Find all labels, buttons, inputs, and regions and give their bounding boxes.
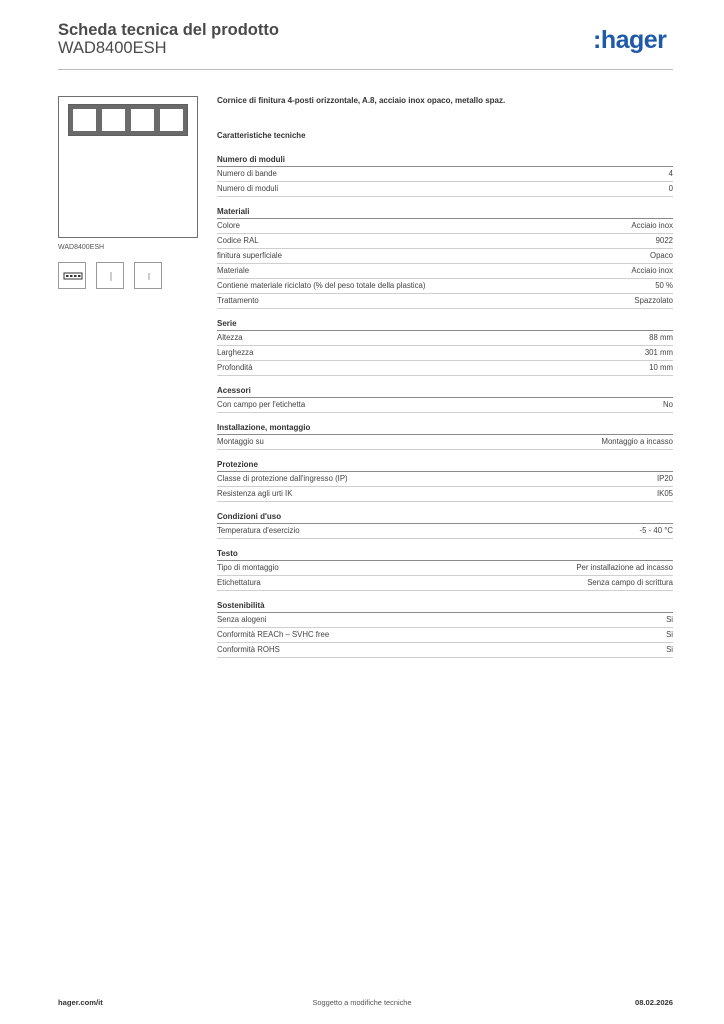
spec-row: [217, 628, 673, 643]
spec-section: [217, 384, 673, 413]
spec-label: Montaggio su: [217, 437, 264, 446]
spec-label: Conformità ROHS: [217, 645, 280, 654]
spec-row: [217, 346, 673, 361]
spec-row: [217, 279, 673, 294]
profile-view-icon[interactable]: [134, 262, 162, 289]
section-title: Testo: [217, 547, 673, 561]
spec-section: [217, 547, 673, 591]
frame-4-gang-icon[interactable]: [58, 262, 86, 289]
svg-text::hager: :hager: [593, 26, 667, 54]
spec-row: [217, 182, 673, 197]
spec-label: Altezza: [217, 333, 243, 342]
spec-row: [217, 167, 673, 182]
spec-row: [217, 398, 673, 413]
spec-value: Acciaio inox: [631, 266, 673, 275]
spec-value: IK05: [656, 489, 673, 498]
spec-label: Trattamento: [217, 296, 259, 305]
spec-row: [217, 613, 673, 628]
spec-value: No: [663, 400, 673, 409]
spec-label: Etichettatura: [217, 578, 261, 587]
section-title: Materiali: [217, 205, 673, 219]
spec-row: [217, 576, 673, 591]
product-image: [68, 104, 188, 136]
footer-date: 08.02.2026: [634, 998, 673, 1007]
spec-section: [217, 458, 673, 502]
spec-label: Classe di protezione dall'ingresso (IP): [217, 474, 348, 483]
spec-row: [217, 234, 673, 249]
section-title: Numero di moduli: [217, 153, 673, 167]
page-title: Scheda tecnica del prodotto: [58, 21, 279, 39]
section-title: Condizioni d'uso: [217, 510, 673, 524]
spec-table: [217, 153, 673, 666]
spec-section: [217, 317, 673, 376]
spec-value: Spazzolato: [634, 296, 673, 305]
spec-label: Larghezza: [217, 348, 254, 357]
spec-row: [217, 472, 673, 487]
spec-section: [217, 205, 673, 309]
spec-row: [217, 361, 673, 376]
product-code: WAD8400ESH: [58, 39, 167, 57]
spec-row: [217, 264, 673, 279]
spec-row: [217, 561, 673, 576]
product-description: Cornice di finitura 4-posti orizzontale, A.8, acciaio inox opaco, metallo spaz.: [217, 96, 506, 105]
spec-value: Opaco: [650, 251, 673, 260]
spec-label: Con campo per l'etichetta: [217, 400, 306, 409]
spec-value: Per installazione ad incasso: [576, 563, 673, 572]
spec-value: Si: [666, 645, 673, 654]
header-divider: [58, 69, 673, 70]
spec-value: 10 mm: [649, 363, 673, 372]
spec-value: 0: [668, 184, 673, 193]
section-title: Serie: [217, 317, 673, 331]
spec-row: [217, 487, 673, 502]
spec-value: 4: [668, 169, 673, 178]
spec-label: Colore: [217, 221, 240, 230]
spec-label: Contiene materiale riciclato (% del peso totale della plastica): [217, 281, 426, 290]
spec-label: Materiale: [217, 266, 250, 275]
spec-label: Conformità REACh – SVHC free: [217, 630, 330, 639]
spec-value: 88 mm: [649, 333, 673, 342]
tech-characteristics-heading: Caratteristiche tecniche: [217, 131, 306, 140]
spec-row: [217, 219, 673, 234]
section-title: Acessori: [217, 384, 673, 398]
spec-label: Tipo di montaggio: [217, 563, 279, 572]
spec-value: Si: [666, 615, 673, 624]
spec-value: 9022: [655, 236, 673, 245]
side-view-icon[interactable]: [96, 262, 124, 289]
spec-row: [217, 643, 673, 658]
spec-label: Senza alogeni: [217, 615, 267, 624]
spec-label: Temperatura d'esercizio: [217, 526, 300, 535]
spec-section: [217, 153, 673, 197]
spec-section: [217, 421, 673, 450]
spec-label: Codice RAL: [217, 236, 259, 245]
image-caption: WAD8400ESH: [58, 244, 105, 251]
spec-value: Si: [666, 630, 673, 639]
spec-value: Acciaio inox: [631, 221, 673, 230]
spec-value: Montaggio a incasso: [601, 437, 673, 446]
footer-disclaimer: Soggetto a modifiche tecniche: [312, 998, 412, 1007]
spec-label: Resistenza agli urti IK: [217, 489, 293, 498]
footer-website-link[interactable]: hager.com/it: [58, 998, 103, 1007]
spec-row: [217, 524, 673, 539]
spec-value: 301 mm: [644, 348, 673, 357]
section-title: Installazione, montaggio: [217, 421, 673, 435]
section-title: Protezione: [217, 458, 673, 472]
spec-row: [217, 249, 673, 264]
spec-label: Numero di bande: [217, 169, 277, 178]
spec-label: finitura superficiale: [217, 251, 283, 260]
spec-label: Numero di moduli: [217, 184, 279, 193]
hager-logo: [593, 24, 673, 58]
spec-row: [217, 331, 673, 346]
spec-label: Profondità: [217, 363, 253, 372]
section-title: Sostenibilità: [217, 599, 673, 613]
spec-value: 50 %: [655, 281, 673, 290]
spec-section: [217, 510, 673, 539]
spec-row: [217, 435, 673, 450]
spec-value: Senza campo di scrittura: [587, 578, 673, 587]
spec-value: IP20: [656, 474, 673, 483]
spec-section: [217, 599, 673, 658]
spec-row: [217, 294, 673, 309]
spec-value: -5 - 40 °C: [639, 526, 673, 535]
